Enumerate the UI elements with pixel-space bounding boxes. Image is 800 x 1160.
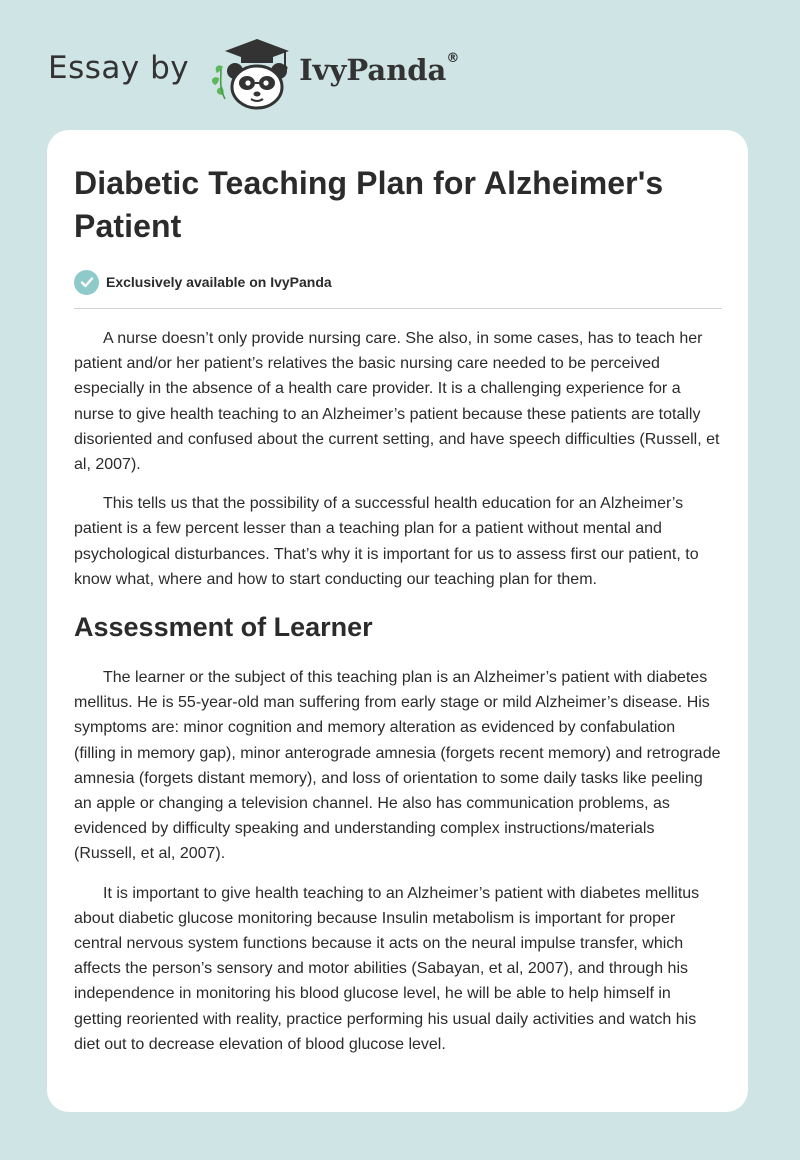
paragraph-assessment-1: The learner or the subject of this teaching plan is an Alzheimer’s patient with diabetes mellitus. He is 55-year-old man suffering from early stage or mild Alzheimer’s disease. His symptoms are: minor cognition and memory alteration as evidenced by confabulation (filling in memory gap), minor anterograde amnesia (forgets recent memory) and retrograde amnesia (forgets distant memory), and loss of orientation to some daily tasks like peeling an apple or changing a television channel. He also has communication problems, as evidenced by difficulty speaking and understanding complex instructions/materials (Russell, et al, 2007). — [74, 669, 721, 863]
check-circle-icon — [74, 270, 99, 295]
exclusive-badge — [74, 268, 721, 296]
registered-mark: ® — [446, 51, 460, 66]
site-header — [48, 28, 460, 118]
paragraph-assessment-2: It is important to give health teaching to an Alzheimer’s patient with diabetes mellitus about diabetic glucose monitoring because Insulin metabolism is important for proper central nervous system functions because it acts on the neural impulse transfer, which affects the person’s sensory and motor abilities (Sabayan, et al, 2007), and through his independence in monitoring his blood glucose level, he will be able to help himself in getting reoriented with reality, practice performing his usual daily activities and watch his diet out to decrease elevation of blood glucose level. — [74, 884, 700, 1053]
divider — [74, 308, 722, 309]
exclusive-text: Exclusively available on IvyPanda — [106, 274, 332, 290]
essay-title: Diabetic Teaching Plan for Alzheimer's Patient — [74, 165, 664, 244]
paragraph-intro-1: A nurse doesn’t only provide nursing care. She also, in some cases, has to teach her patient and/or her patient’s relatives the basic nursing care needed to be perceived especially in the absence of a health care provider. It is a challenging experience for a nurse to give health teaching to an Alzheimer’s patient because these patients are totally disoriented and confused about the current setting, and have speech difficulties (Russell, et al, 2007). — [74, 330, 720, 474]
section-heading-assessment: Assessment of Learner — [74, 612, 373, 643]
essay-card — [47, 130, 748, 1112]
brand-name-text: IvyPanda — [299, 53, 447, 87]
brand-prefix: Essay by — [48, 50, 190, 86]
panda-graduate-icon[interactable] — [205, 33, 297, 113]
brand-name[interactable] — [299, 51, 460, 87]
paragraph-intro-2: This tells us that the possibility of a successful health education for an Alzheimer’s patient is a few percent lesser than a teaching plan for a patient without mental and psychological disturbances. That’s why it is important for us to assess first our patient, to know what, where and how to start conducting our teaching plan for them. — [74, 495, 699, 588]
